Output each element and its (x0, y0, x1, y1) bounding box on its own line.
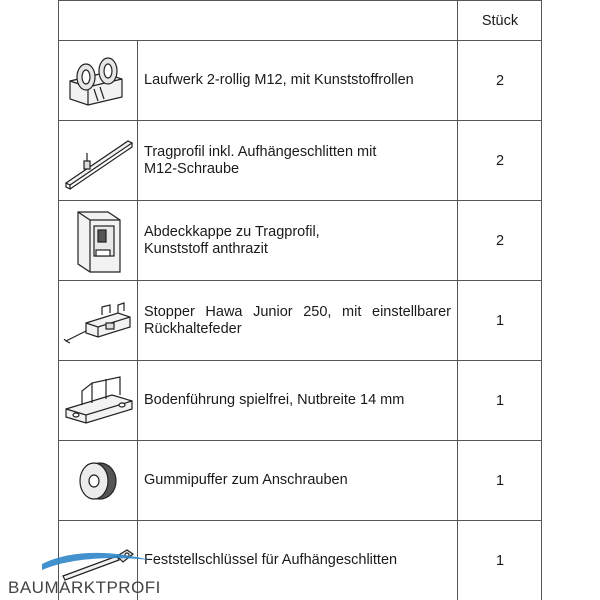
row-description: Bodenführung spielfrei, Nutbreite 14 mm (144, 392, 405, 408)
row-description-cell (138, 281, 458, 360)
row-qty: 2 (495, 232, 505, 249)
row-image-cell (58, 201, 138, 280)
row-image-cell (58, 121, 138, 200)
row-qty: 2 (495, 72, 505, 89)
row-image-cell (58, 361, 138, 440)
row-image-cell (58, 281, 138, 360)
row-qty: 1 (495, 472, 505, 489)
row-qty: 1 (495, 312, 505, 329)
row-description-cell (138, 361, 458, 440)
row-image-cell (58, 41, 138, 120)
table-row (58, 280, 542, 360)
stopper-icon (62, 293, 134, 349)
watermark-text: BAUMARKTPROFI (8, 578, 161, 597)
support-profile-icon (62, 131, 134, 191)
table-header-row (58, 0, 542, 40)
roof-swoosh-icon (40, 548, 160, 580)
cover-cap-icon (68, 206, 128, 276)
row-description-cell (138, 521, 458, 600)
row-description: Gummipuffer zum Anschrauben (144, 472, 348, 488)
floor-guide-icon (62, 369, 134, 433)
row-description: Stopper Hawa Junior 250, mit einstellbarer Rückhaltefeder (144, 303, 451, 337)
row-description: Tragprofil inkl. Aufhängeschlitten mit M12-Schraube (144, 143, 377, 177)
row-description-cell (138, 201, 458, 280)
row-description-cell (138, 41, 458, 120)
table-row (58, 440, 542, 520)
row-qty: 1 (495, 392, 505, 409)
table-row (58, 360, 542, 440)
header-empty-cell (58, 1, 458, 40)
roller-carriage-icon (64, 51, 132, 111)
row-image-cell (58, 441, 138, 520)
table-row (58, 40, 542, 120)
table-row (58, 120, 542, 200)
parts-table (58, 0, 542, 600)
watermark-logo (0, 548, 170, 600)
row-description: Feststellschlüssel für Aufhängeschlitten (144, 552, 398, 568)
header-qty: Stück (481, 12, 519, 29)
row-description-cell (138, 121, 458, 200)
row-description: Abdeckkappe zu Tragprofil, Kunststoff anthrazit (144, 223, 320, 257)
row-description-cell (138, 441, 458, 520)
row-description: Laufwerk 2-rollig M12, mit Kunststoffrollen (144, 72, 414, 88)
row-qty: 1 (495, 552, 505, 569)
table-row (58, 200, 542, 280)
rubber-buffer-icon (74, 457, 122, 505)
row-qty: 2 (495, 152, 505, 169)
